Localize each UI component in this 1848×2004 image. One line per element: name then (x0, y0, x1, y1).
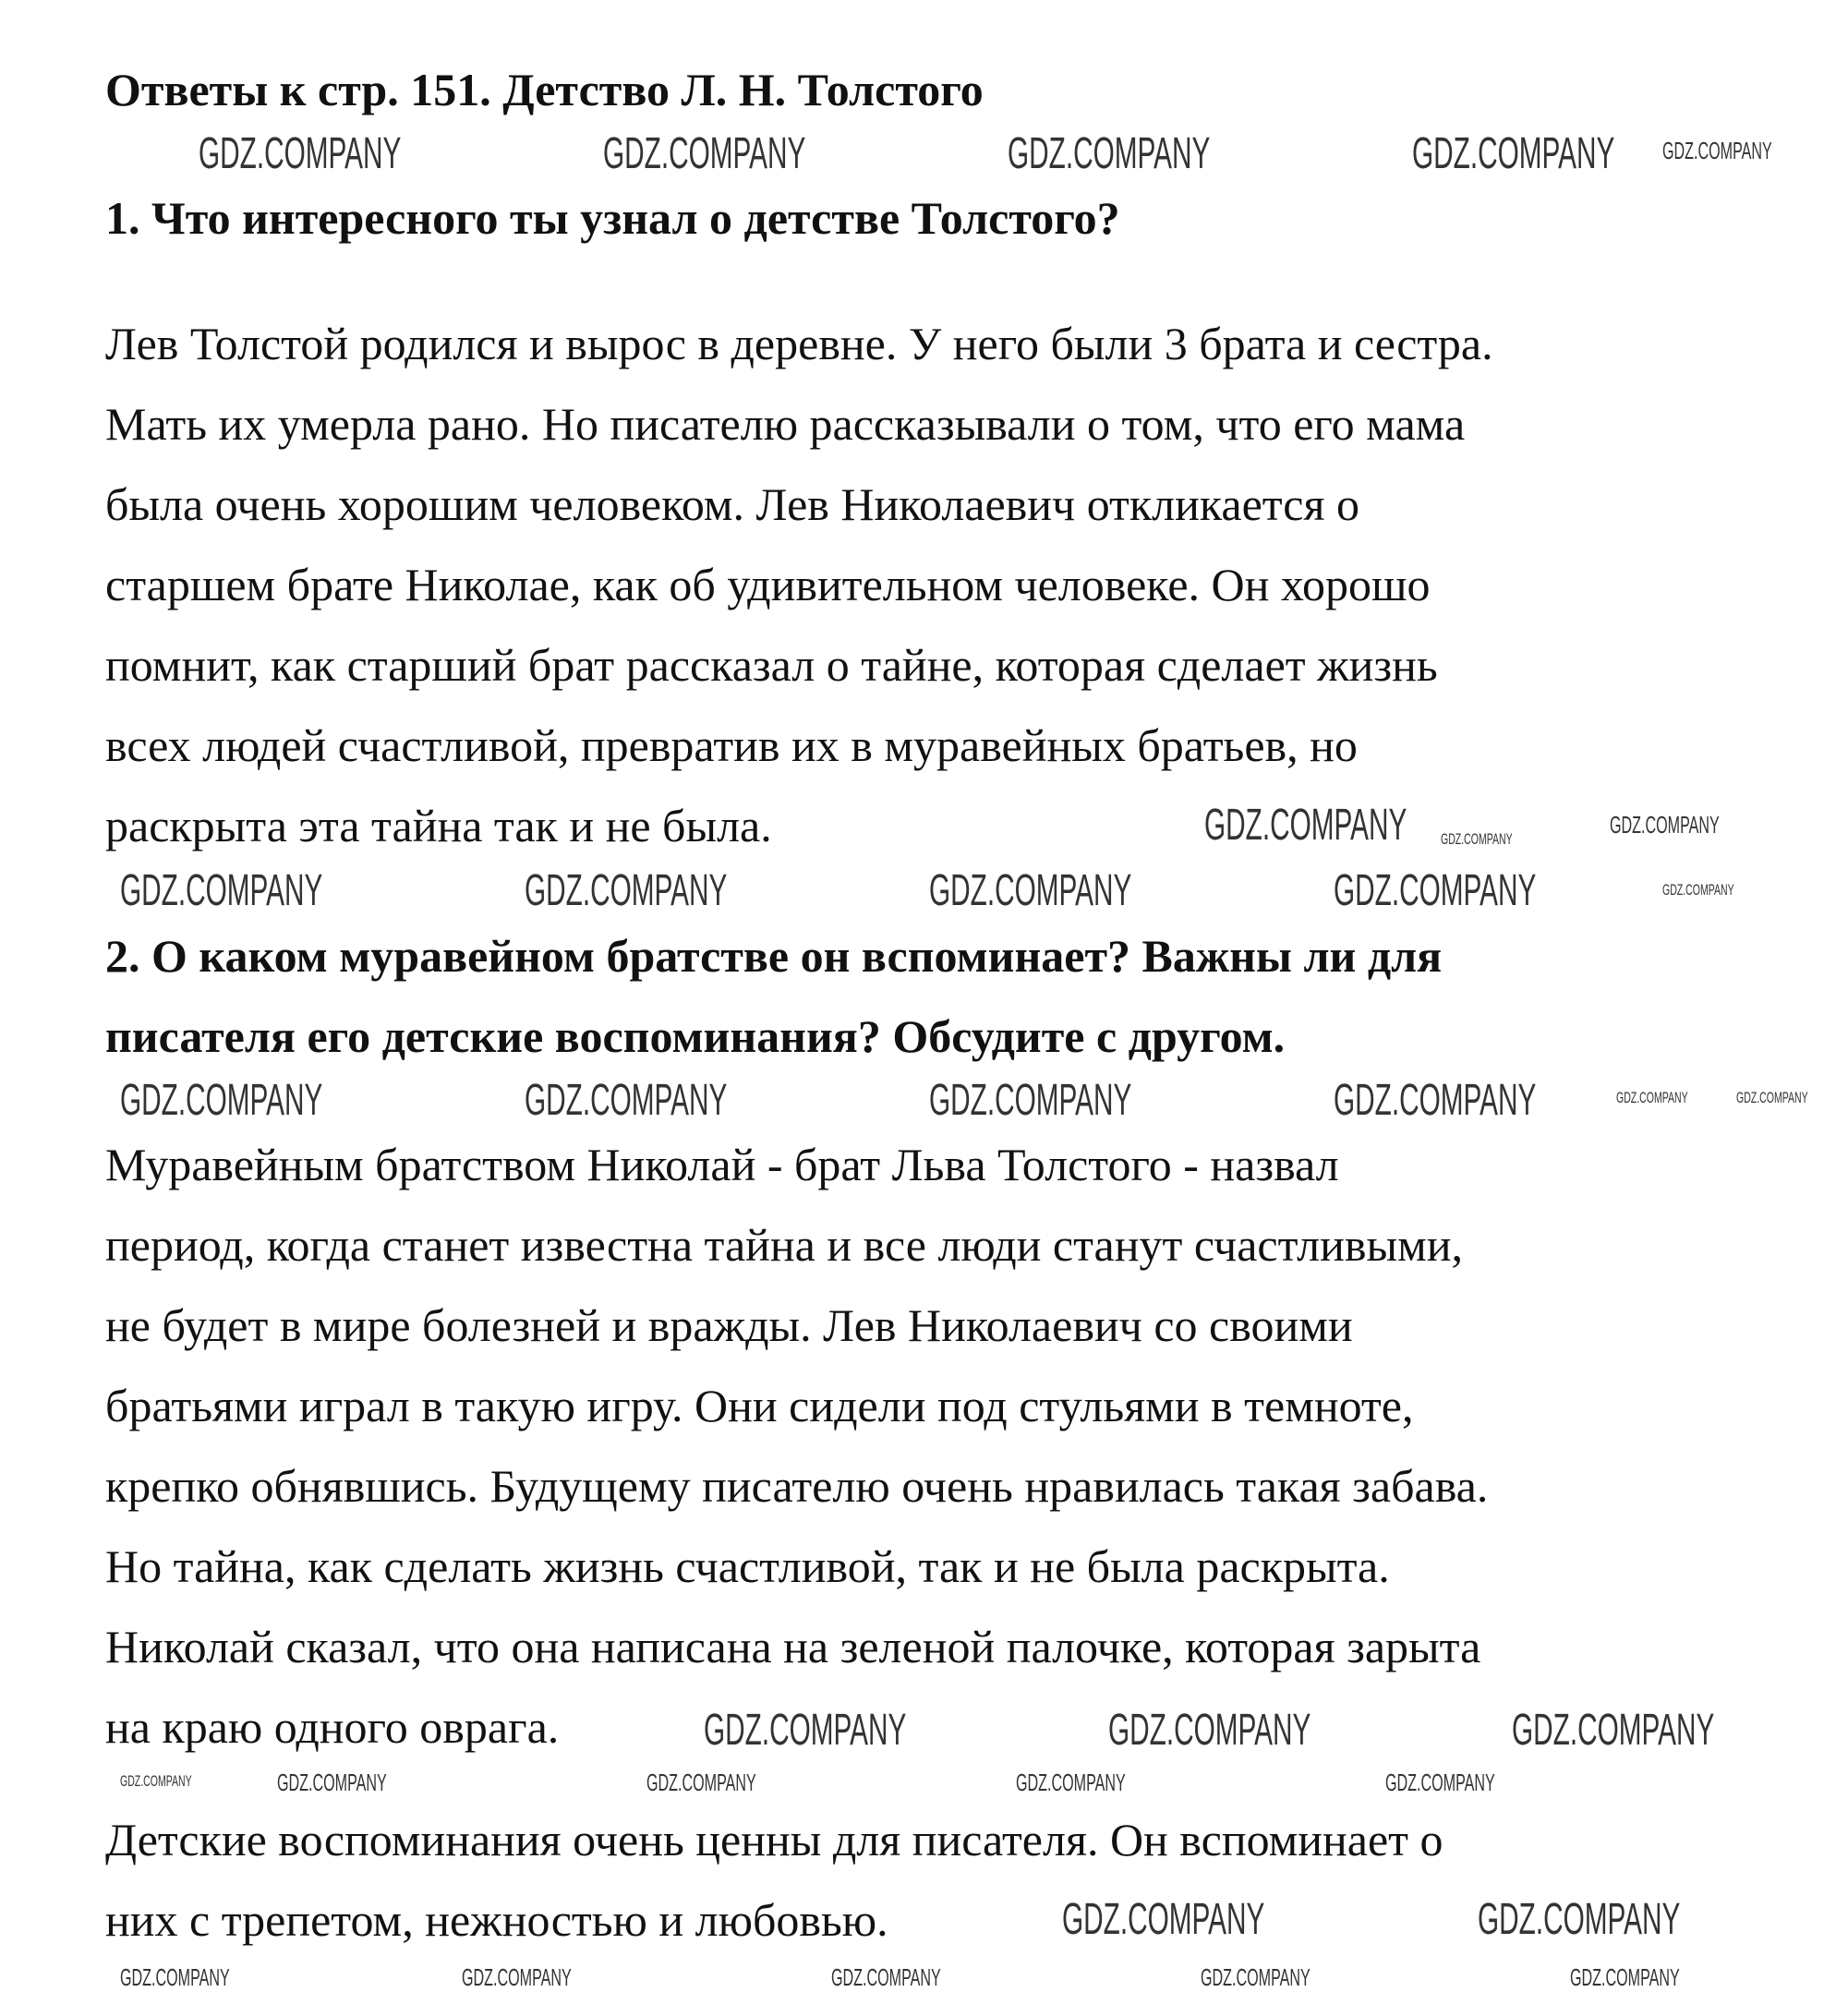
watermark: GDZ.COMPANY (1016, 1769, 1126, 1796)
answer-1 (105, 304, 1493, 866)
watermark: GDZ.COMPANY (929, 1076, 1132, 1125)
answer-line: крепко обнявшись. Будущему писателю очень нравилась такая забава. (105, 1460, 1489, 1512)
watermark: GDZ.COMPANY (277, 1769, 387, 1796)
watermark: GDZ.COMPANY (120, 1772, 192, 1790)
watermark: GDZ.COMPANY (1204, 801, 1407, 850)
answer-line: старшем брате Николае, как об удивительном человеке. Он хорошо (105, 559, 1431, 610)
page-title: Ответы к стр. 151. Детство Л. Н. Толстого (105, 64, 984, 115)
answer-line: братьями играл в такую игру. Они сидели под стульями в темноте, (105, 1380, 1414, 1431)
watermark: GDZ.COMPANY (603, 129, 806, 178)
watermark: GDZ.COMPANY (1616, 1089, 1688, 1106)
answer-line: была очень хорошим человеком. Лев Николаевич откликается о (105, 478, 1359, 530)
question-line: 2. О каком муравейном братстве он вспоминает? Важны ли для (105, 930, 1443, 982)
answer-line: Детские воспоминания очень ценны для писателя. Он вспоминает о (105, 1814, 1443, 1865)
watermark: GDZ.COMPANY (1610, 811, 1720, 839)
question-line: 1. Что интересного ты узнал о детстве Толстого? (105, 192, 1120, 244)
question-line: писателя его детские воспоминания? Обсудите с другом. (105, 1010, 1286, 1062)
watermark: GDZ.COMPANY (1662, 881, 1734, 899)
watermark: GDZ.COMPANY (1478, 1895, 1681, 1944)
answer-line: раскрыта эта тайна так и не была. (105, 800, 772, 851)
watermark: GDZ.COMPANY (1334, 1076, 1537, 1125)
watermark: GDZ.COMPANY (120, 1963, 230, 1991)
watermark: GDZ.COMPANY (199, 129, 402, 178)
watermark: GDZ.COMPANY (1441, 830, 1513, 848)
question-1 (105, 178, 1120, 259)
answer-3 (105, 1800, 1443, 1961)
watermark: GDZ.COMPANY (1662, 137, 1772, 164)
answer-line: Николай сказал, что она написана на зеленой палочке, которая зарыта (105, 1621, 1481, 1672)
answer-line: Лев Толстой родился и вырос в деревне. У него были 3 брата и сестра. (105, 318, 1493, 369)
watermark: GDZ.COMPANY (1736, 1089, 1808, 1106)
watermark: GDZ.COMPANY (1512, 1706, 1715, 1755)
watermark: GDZ.COMPANY (1108, 1706, 1311, 1755)
watermark: GDZ.COMPANY (120, 866, 323, 915)
answer-line: них с трепетом, нежностью и любовью. (105, 1894, 888, 1946)
watermark: GDZ.COMPANY (704, 1706, 907, 1755)
answer-line: Муравейным братством Николай - брат Льва Толстого - назвал (105, 1139, 1339, 1190)
watermark: GDZ.COMPANY (462, 1963, 572, 1991)
question-2 (105, 916, 1442, 1077)
watermark: GDZ.COMPANY (646, 1769, 756, 1796)
watermark: GDZ.COMPANY (1412, 129, 1615, 178)
answer-2 (105, 1125, 1488, 1768)
answer-line: период, когда станет известна тайна и все люди станут счастливыми, (105, 1219, 1463, 1271)
answer-line: на краю одного оврага. (105, 1701, 560, 1753)
watermark: GDZ.COMPANY (525, 1076, 728, 1125)
answer-line: Мать их умерла рано. Но писателю рассказывали о том, что его мама (105, 398, 1466, 450)
watermark: GDZ.COMPANY (1334, 866, 1537, 915)
watermark: GDZ.COMPANY (1385, 1769, 1495, 1796)
answer-line: Но тайна, как сделать жизнь счастливой, так и не была раскрыта. (105, 1540, 1390, 1592)
watermark: GDZ.COMPANY (831, 1963, 941, 1991)
watermark: GDZ.COMPANY (1201, 1963, 1311, 1991)
answer-line: всех людей счастливой, превратив их в муравейных братьев, но (105, 719, 1358, 771)
watermark: GDZ.COMPANY (1008, 129, 1211, 178)
watermark: GDZ.COMPANY (929, 866, 1132, 915)
page-title-block (105, 50, 984, 130)
watermark: GDZ.COMPANY (120, 1076, 323, 1125)
watermark: GDZ.COMPANY (1062, 1895, 1265, 1944)
watermark: GDZ.COMPANY (1570, 1963, 1680, 1991)
answer-line: помнит, как старший брат рассказал о тайне, которая сделает жизнь (105, 639, 1438, 691)
answer-line: не будет в мире болезней и вражды. Лев Николаевич со своими (105, 1299, 1353, 1351)
watermark: GDZ.COMPANY (525, 866, 728, 915)
